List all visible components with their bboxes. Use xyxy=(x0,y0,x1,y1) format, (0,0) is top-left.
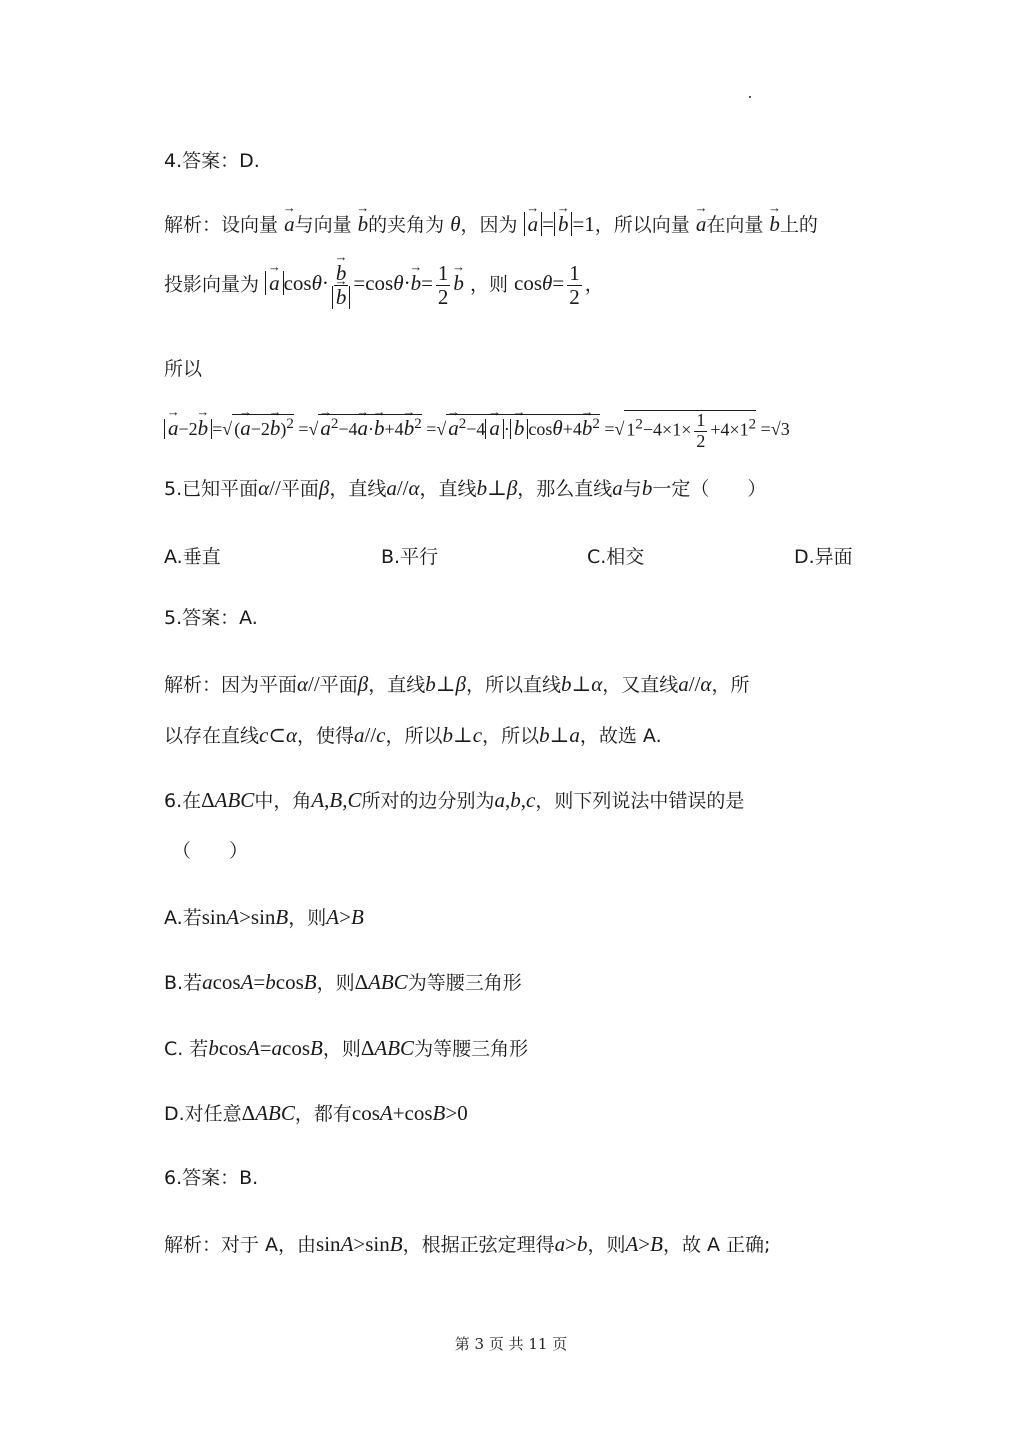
q6-option-b: B.若acosA=bcosB，则ΔABC为等腰三角形 xyxy=(164,970,522,994)
analysis-5-line-2: 以存在直线c⊂α，使得a//c，所以b⊥c，所以b⊥a，故选 A. xyxy=(164,723,662,747)
question-5-stem: 5.已知平面α//平面β，直线a//α，直线b⊥β，那么直线a与b一定（ ） xyxy=(164,476,767,500)
question-6-stem: 6.在ΔABC中，角A,B,C所对的边分别为a,b,c，则下列说法中错误的是 xyxy=(164,788,745,812)
page-footer: 第 3 页 共 11 页 xyxy=(454,1335,568,1353)
question-6-paren: （ ） xyxy=(172,840,249,862)
analysis-4-line-2: 投影向量为 → a cosθ· → b → b =cosθ·→ b= $\frac{1}{2}$ → b ，则 cosθ= $\frac{1}{2}$ ， xyxy=(164,262,604,309)
q5-option-a: A.垂直 xyxy=(164,546,221,568)
answer-6: 6.答案：B. xyxy=(164,1167,259,1189)
analysis-4-formula: → a−2→ b =√ (→ a−2→ b)$^2$ =√→ $a^2-4\to a\cdot\to b+4\to b^2$ =√→ $a^2-4\to a \cdot\to b$ $\cos\theta+4\to b^2$ =√ $1^2-4\times 1\times$ $\frac{1}{2}$ $+4\times 1^2 =√3$ xyxy=(164,410,860,452)
q5-option-d: D.异面 xyxy=(794,546,853,568)
answer-5: 5.答案：A. xyxy=(164,607,258,629)
analysis-4-so: 所以 xyxy=(164,358,203,380)
q6-option-d: D.对任意ΔABC，都有cosA+cosB>0 xyxy=(164,1101,468,1125)
q5-option-b: B.平行 xyxy=(381,546,439,568)
q5-option-c: C.相交 xyxy=(587,546,645,568)
q6-option-c: C. 若bcosA=acosB，则ΔABC为等腰三角形 xyxy=(164,1036,529,1060)
analysis-4-line-1: 解析：设向量 → a与向量 → b的夹角为 θ，因为 → a =→ b =1，所以向量 → a在向量 → b上的 xyxy=(164,212,818,237)
analysis-6-line-1: 解析：对于 A，由sinA>sinB，根据正弦定理得a>b，则A>B，故 A 正确; xyxy=(164,1232,771,1256)
scan-dot xyxy=(749,96,751,98)
answer-4: 4.答案：D. xyxy=(164,150,260,172)
q6-option-a: A.若sinA>sinB，则A>B xyxy=(164,905,364,929)
analysis-5-line-1: 解析：因为平面α//平面β，直线b⊥β，所以直线b⊥α，又直线a//α，所 xyxy=(164,672,750,696)
